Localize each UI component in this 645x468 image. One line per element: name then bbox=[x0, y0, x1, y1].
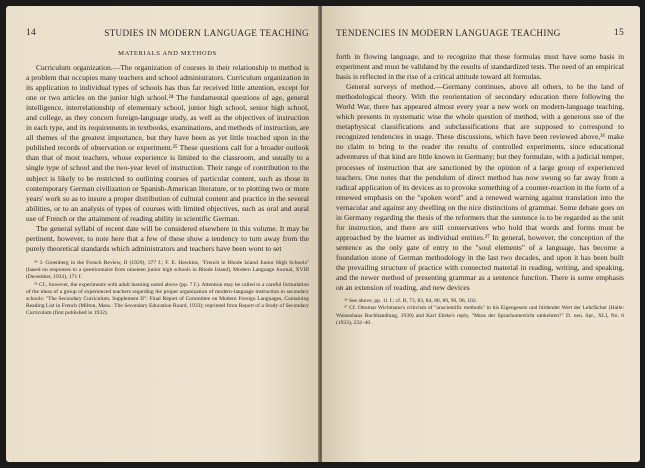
left-footnotes bbox=[26, 260, 309, 318]
footnote: ²⁶ See above, pp. 11 f.; cf. B, 73, 83, 84, 86, 89, 90, 96, 102. bbox=[344, 298, 478, 305]
left-page bbox=[6, 6, 319, 462]
right-page bbox=[322, 6, 640, 462]
left-paragraph: The general syllabi of recent date will be considered elsewhere in this volume. It may be pertinent, however, to note here that a few of these show a tendency to turn away from the purely theoretical standards which administrators and teachers have been wont to set bbox=[26, 223, 309, 253]
right-footnotes bbox=[336, 298, 624, 327]
section-heading: MATERIALS AND METHODS bbox=[118, 50, 217, 57]
left-page-number: 14 bbox=[26, 28, 37, 38]
footnote: ²⁵ Cf., however, the experiments with adult learning noted above (pp. 7 f.). Attention may be called to a careful formulation of the ideas of a group of experienced teachers regarding the proper organization of modern-language instruction in secondary schools: "The Secondary Curriculum, Supplement II": Final Report of Committee on Modern Foreign Languages, Containing Reading List in French (Milton, Mass.: The Secondary Education Board, 1933); reprinted from Report of a Study of Secondary Curriculum (first published in 1932). bbox=[26, 281, 309, 317]
left-paragraph: Curriculum organization.—The organization of courses in their relationship to method is a problem that occupies many teachers and school administrators. Curriculum organization in its application to individual types of schools has thus far received little attention, except for one or two articles on the junior high school.²⁴ The fundamental questions of age, general intelligence, interrelationship of elementary school, junior high school, senior high school, and college, as they concern foreign-language study, as well as the objectives of instruction in each type, and its requirements in textbooks, examinations, and methods of instruction, are all themes of the greatest importance, but they have been as yet little touched upon in the published records of observation or experiment.²⁵ These questions call for a broader outlook than that of most teachers, whose experience is limited to the classroom, and usually to a single type of school and the two-year level of instruction. Their range of contribution to the subject is likely to be restricted to outlining courses of particular content, such as those in contemporary German civilization or Spanish-American literature, or to plotting two or more years' work so as to insure a proper distribution of cultural content and practice in the several abilities, or to an analysis of types of courses with limited objectives, such as oral and aural use of French or the attainment of reading ability in scientific German. bbox=[26, 63, 309, 223]
left-running-head bbox=[26, 28, 309, 38]
right-paragraph: forth in flowing language, and to recognize that these formulas must have some basis in experiment and must be validated by the results of standardized tests. The need of an empirical basis is reflected in the rise of a critical attitude toward all formulas. bbox=[336, 52, 624, 82]
right-paragraph: General surveys of method.—Germany continues, above all others, to be the land of methodological theory. With the reorientation of secondary education there following the World War, there has appeared almost every year a new work on modern-language teaching, which presents in systematic wise the whole question of method, with a generous use of the metaphysical classifications and subclassifications that are supposed to correspond to recognized tendencies in usage. These discussions, which have been reviewed above,²⁶ make no claim to bring to the reader the results of controlled experiments, since educational adventures of that kind are little known in Germany; but they formulate, with a judicial temper, processes of instruction that are sanctioned by the opinion of a large group of experienced teachers. One notes that the pendulum of direct method has now swung so far away from a radical application of its devices as to provoke something of a counter-reaction in the form of a renewed emphasis on the "spoken word" and a renewed warning against translation into the vernacular and against any dwelling on the nice distinctions of grammar. Some debate goes on in Germany regarding the thesis of the reformers that the sentence is to be regarded as the unit for instruction, and there are still conservatives who hold that words and forms must be approached by the learner as individual entities.²⁷ In general, however, the conception of the sentence as the only gate of entry to the "soul elements" of a language, has become a foundation stone of German methodology in the last two decades, and upon it has been built the prevailing structure of practice with connected material in reading, writing, and speaking, and the newer method of presenting grammar as a sentence function. There is some emphasis on an extension of reading, and new devices bbox=[336, 82, 624, 293]
right-page-number: 15 bbox=[613, 28, 624, 38]
left-running-title: STUDIES IN MODERN LANGUAGE TEACHING bbox=[104, 28, 309, 38]
right-running-title: TENDENCIES IN MODERN LANGUAGE TEACHING bbox=[336, 28, 561, 38]
right-running-head bbox=[336, 28, 624, 38]
footnote: ²⁴ J. Greenberg in the French Review, II (1929), 377 f.; F. E. Hawkins, "French in Rhode Island Junior High Schools" (based on responses to a questionnaire from nineteen junior high schools in Rhode Island), Modern Language Journal, XVIII (December, 1933), 171 f. bbox=[26, 259, 309, 281]
footnote: ²⁷ Cf. Ottomar Wichmann's criticism of "unscientific methods" in his Eigengesetz und bildender Wert der Lehrfächer (Halle: Waisenhaus Buchhandlung, 1930) and Karl Ehrke's reply, "Muss der Sprachunterricht umkehren?" D. neu. Spr., XLI, No. 6 (1933), 232–40. bbox=[336, 305, 624, 326]
